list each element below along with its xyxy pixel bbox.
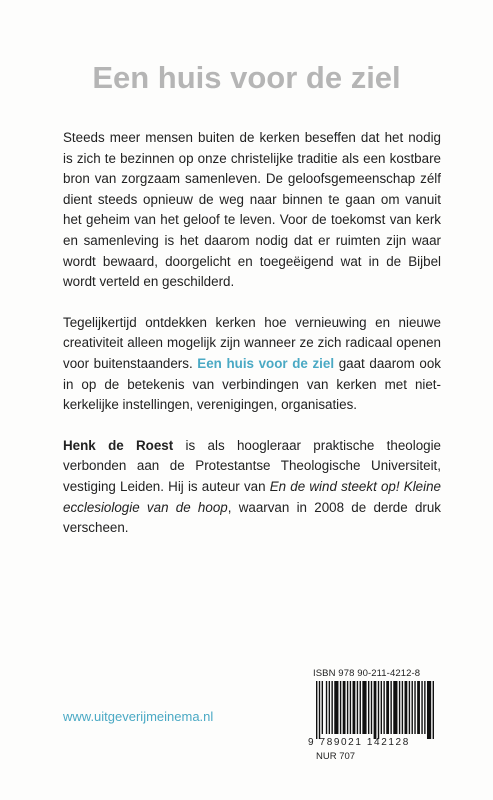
book-title: Een huis voor de ziel (92, 60, 401, 95)
barcode-bar (427, 681, 431, 739)
barcode-bar (334, 681, 338, 734)
barcode-bar (421, 681, 422, 734)
barcode-bar (424, 681, 425, 734)
barcode-bar (340, 681, 341, 734)
barcode-icon (316, 681, 434, 739)
barcode-bar (433, 681, 434, 739)
blurb-paragraph-1: Steeds meer mensen buiten de kerken beseffen dat het nodig is zich te bezinnen op onze christelijke traditie als een kostbare bron van zorgzaam samenleven. De geloofsgemeenschap zélf dient steeds opnieuw de weg naar binnen te gaan om vanuit het geheim van het geloof te leven. Voor de toekomst van kerk en samenleving is het daarom nodig dat er ruimten zijn waar wordt bewaard, doorgelicht en toegeëigend wat in de Bijbel wordt verteld en geschilderd. (63, 130, 441, 290)
previous-book-title: En de wind steekt op! Kleine ecclesiologie van de hoop (63, 478, 441, 515)
barcode-digits: 9 789021 142128 (308, 737, 410, 748)
blurb (63, 128, 441, 559)
barcode-bar (343, 681, 346, 734)
barcode-bar (316, 681, 317, 739)
paragraph-2-text-a: Tegelijkertijd ontdekken kerken hoe vernieuwing en nieuwe creativiteit alleen mogelijk zijn wanneer ze zich radicaal openen voor buitenstaanders. (63, 314, 441, 371)
barcode-bar (393, 681, 397, 734)
barcode-bar (381, 681, 382, 734)
barcode-bar (371, 681, 372, 734)
barcode-bar (360, 681, 361, 734)
isbn-label: ISBN 978 90-211-4212-8 (313, 668, 421, 679)
barcode-bar (383, 681, 384, 734)
barcode-bar (405, 681, 408, 734)
barcode-bar (362, 681, 366, 734)
barcode-bar (357, 681, 358, 734)
barcode-bar (412, 681, 413, 734)
barcode-bar (402, 681, 403, 734)
barcode-bar (417, 681, 420, 734)
barcode-bar (350, 681, 351, 734)
barcode-bar (347, 681, 348, 734)
barcode-bar (368, 681, 369, 734)
barcode-bar (399, 681, 400, 734)
barcode-bar (329, 681, 330, 734)
barcode-bar (319, 681, 320, 739)
blurb-paragraph-2 (63, 313, 441, 416)
barcode-bar (326, 681, 327, 734)
barcode-bar (390, 681, 391, 734)
barcode-bar (322, 681, 323, 734)
title-highlight: Een huis voor de ziel (197, 355, 335, 371)
barcode-bar (378, 681, 379, 739)
barcode-bar (331, 681, 332, 734)
author-bio-text-b: , waarvan in 2008 de derde druk verscheen. (63, 499, 441, 536)
author-bio-text-a: is als hoogleraar praktische theologie verbonden aan de Protestantse Theologische Universiteit, vestiging Leiden. Hij is auteur van (63, 437, 442, 494)
barcode-bar (414, 681, 415, 734)
publisher-website-link[interactable]: www.uitgeverijmeinema.nl (63, 709, 214, 724)
author-name: Henk de Roest (63, 437, 174, 453)
barcode-bar (386, 681, 389, 734)
paragraph-2-text-b: gaat daarom ook in op de betekenis van verbindingen van kerken met niet-kerkelijke instellingen, verenigingen, organisaties. (63, 355, 441, 413)
barcode-bar (409, 681, 410, 734)
barcode-bar (353, 681, 356, 734)
nur-code: NUR 707 (316, 751, 356, 762)
author-bio (63, 436, 441, 539)
barcode-bar (374, 681, 377, 739)
